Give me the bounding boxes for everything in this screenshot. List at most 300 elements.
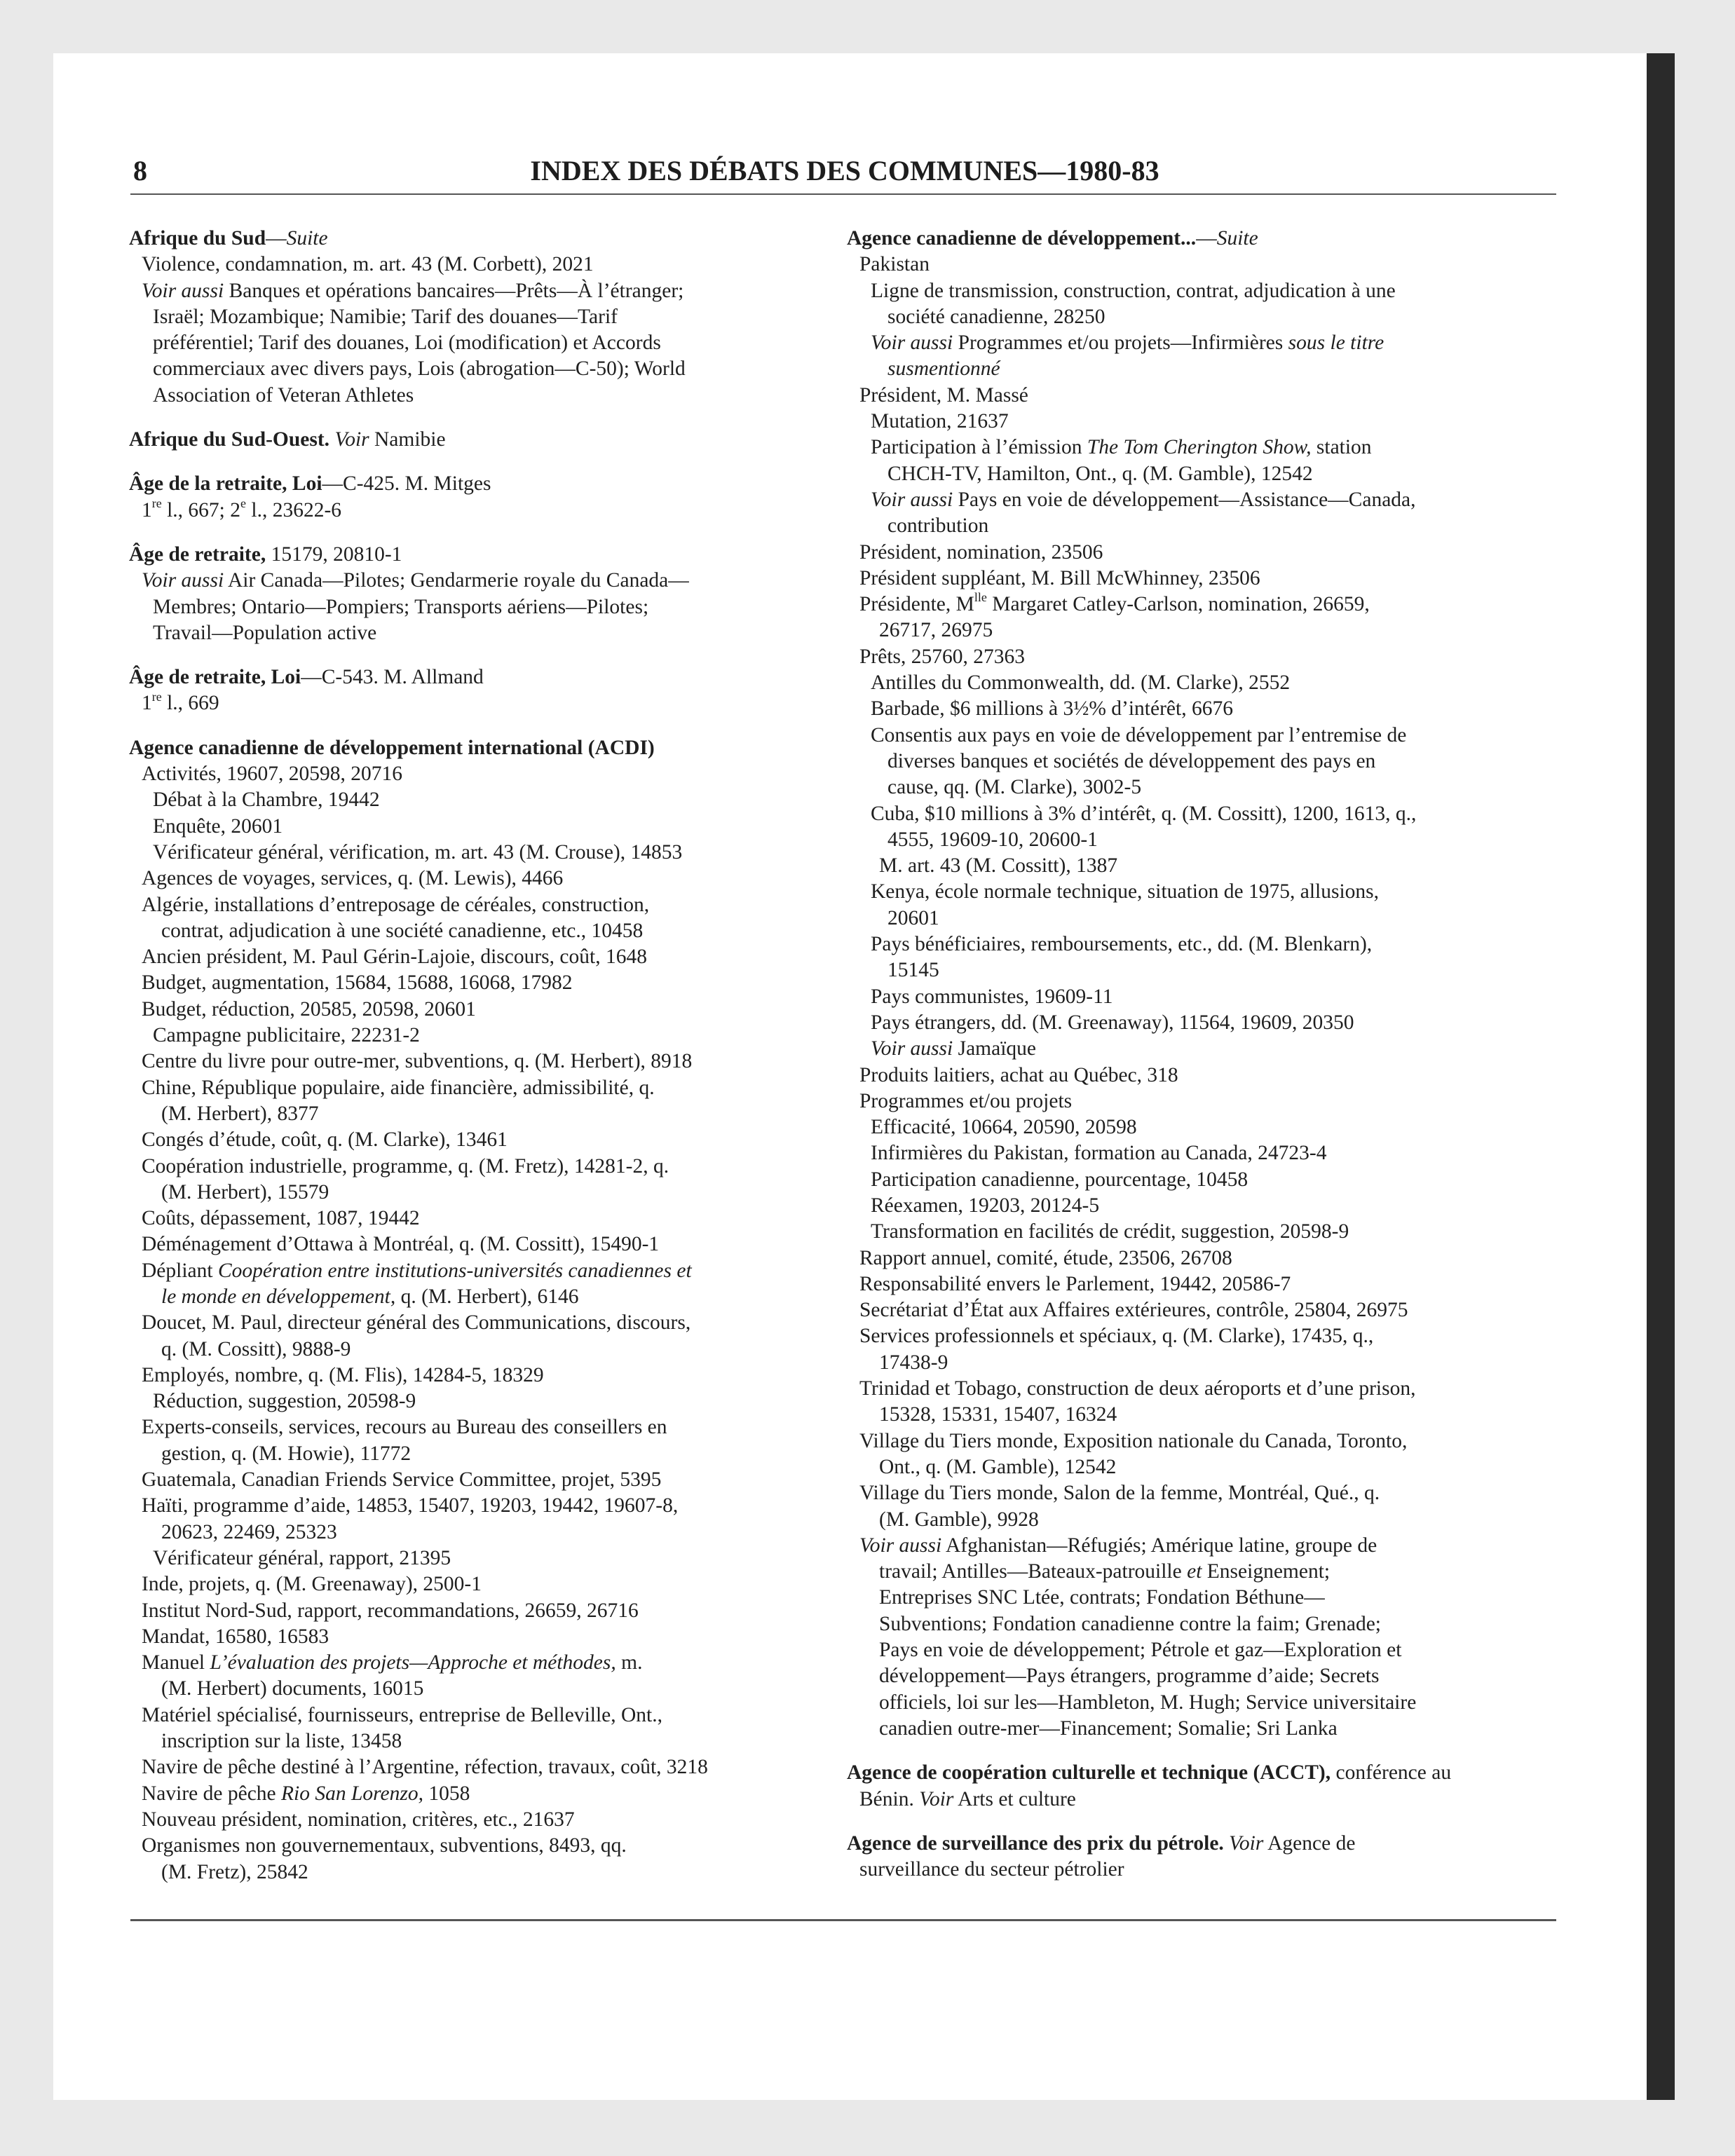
index-text: l., 23622-6 [246,498,342,521]
index-text: Village du Tiers monde, Exposition nationale du Canada, Toronto, [859,1429,1408,1452]
index-subentry-line [847,749,1548,775]
page-title: INDEX DES DÉBATS DES COMMUNES—1980-83 [530,155,1159,186]
index-text: Prêts, 25760, 27363 [859,645,1025,668]
index-text: sous le titre [1288,332,1384,355]
index-text: The Tom Cherington Show, [1087,436,1312,459]
index-subentry-line [847,487,1548,513]
index-text: Voir [1229,1831,1264,1855]
index-subentry-line [129,1546,830,1571]
scan-edge-bar [1647,53,1675,2100]
index-text: Programmes et/ou projets—Infirmières [953,332,1288,355]
index-subentry-line [129,1833,830,1859]
index-text: Budget, réduction, 20585, 20598, 20601 [142,997,476,1021]
index-text: Participation à l’émission [871,436,1087,459]
index-text: Budget, augmentation, 15684, 15688, 16068, 17982 [142,971,573,995]
index-text: Entreprises SNC Ltée, contrats; Fondation Béthune— [879,1586,1325,1609]
index-text: Infirmières du Pakistan, formation au Canada, 24723-4 [871,1142,1327,1165]
index-subentry-line [129,252,830,278]
index-subentry-line [129,1650,830,1676]
index-text: Mandat, 16580, 16583 [142,1625,329,1648]
index-subentry-line [847,618,1548,643]
index-text: Réduction, suggestion, 20598-9 [153,1390,416,1413]
index-text: Présidente, M [859,593,974,616]
index-column-left [129,226,830,1885]
index-subentry-line [847,1428,1548,1454]
index-text: Agence canadienne de développement... [847,227,1197,250]
index-subentry-line [129,1284,830,1310]
index-subentry-line [129,383,830,409]
index-subentry-line [847,1114,1548,1140]
index-subentry-line [129,1728,830,1754]
index-subentry-line [847,540,1548,566]
index-text: Mutation, 21637 [871,410,1009,433]
index-text: 15328, 15331, 15407, 16324 [879,1403,1117,1426]
index-subentry-line [847,775,1548,800]
index-subentry-line [129,1180,830,1206]
index-subentry-line [847,1219,1548,1245]
index-subentry-line [129,278,830,304]
index-text: 17438-9 [879,1351,948,1374]
index-subentry-line [847,1246,1548,1271]
index-text: Efficacité, 10664, 20590, 20598 [871,1116,1137,1139]
index-subentry-line [847,1323,1548,1349]
index-text: Navire de pêche destiné à l’Argentine, réfection, travaux, coût, 3218 [142,1756,708,1779]
index-text: Coopération industrielle, programme, q. (M. Fretz), 14281-2, q. [142,1154,669,1178]
index-subentry-line [129,1023,830,1049]
index-text: Ont., q. (M. Gamble), 12542 [879,1455,1117,1478]
index-entry [129,471,830,524]
index-text: Rapport annuel, comité, étude, 23506, 26708 [859,1246,1232,1269]
index-text: officiels, loi sur les—Hambleton, M. Hugh; Service universitaire [879,1691,1417,1714]
index-text: Centre du livre pour outre-mer, subventions, q. (M. Herbert), 8918 [142,1050,693,1073]
index-subentry-line [847,383,1548,409]
index-text: susmentionné [887,357,1000,381]
index-text: Ancien président, M. Paul Gérin-Lajoie, discours, coût, 1648 [142,946,647,969]
index-subentry-line [129,1127,830,1153]
index-text: q. (M. Cossitt), 9888-9 [161,1337,351,1360]
index-subentry-line [129,1441,830,1467]
index-text: Pays étrangers, dd. (M. Greenaway), 11564, 19609, 20350 [871,1011,1354,1034]
index-text: Président, nomination, 23506 [859,540,1103,564]
index-subentry-line [129,1310,830,1336]
index-text: Déménagement d’Ottawa à Montréal, q. (M. Cossitt), 15490-1 [142,1233,660,1256]
index-subentry-line [847,1690,1548,1716]
index-entry [129,542,830,646]
index-subentry-line [129,1520,830,1546]
index-text: Programmes et/ou projets [859,1089,1073,1112]
index-entry [847,1831,1548,1883]
index-entry [847,226,1548,1742]
index-text: Réexamen, 19203, 20124-5 [871,1194,1100,1217]
index-subentry-line [847,592,1548,618]
index-subentry-line [847,932,1548,957]
index-text: Voir aussi [871,488,953,511]
index-text: 1 [142,498,152,521]
index-subentry-line [847,1297,1548,1323]
index-heading-line [129,427,830,453]
index-text: l., 667; 2 [161,498,241,521]
index-column-right [847,226,1548,1883]
index-subentry-line [129,1337,830,1363]
index-entry [129,226,830,409]
index-subentry-line [129,944,830,970]
index-text: (M. Fretz), 25842 [161,1860,308,1883]
index-text: Débat à la Chambre, 19442 [153,789,380,812]
index-text: Consentis aux pays en voie de développement par l’entremise de [871,723,1407,746]
index-subentry-line [847,1140,1548,1166]
index-text: Haïti, programme d’aide, 14853, 15407, 19203, 19442, 19607-8, [142,1494,679,1517]
index-text: 26717, 26975 [879,619,993,642]
index-subentry-line [129,1598,830,1624]
index-text: Antilles du Commonwealth, dd. (M. Clarke), 2552 [871,671,1291,695]
index-text: Voir aussi [859,1534,942,1557]
index-text: e [240,496,247,510]
index-subentry-line [847,1637,1548,1663]
index-text: Pays communistes, 19609-11 [871,985,1113,1008]
index-text: Activités, 19607, 20598, 20716 [142,763,403,786]
index-subentry-line [847,1376,1548,1402]
index-subentry-line [129,761,830,787]
index-subentry-line [129,1154,830,1180]
index-subentry-line [129,970,830,996]
index-text: Agences de voyages, services, q. (M. Lewis), 4466 [142,867,564,890]
index-text: Subventions; Fondation canadienne contre la faim; Grenade; [879,1612,1381,1635]
index-subentry-line [847,1787,1548,1813]
index-text: Association of Veteran Athletes [153,383,414,407]
index-text: Manuel [142,1651,210,1674]
index-subentry-line [847,1716,1548,1742]
index-subentry-line [129,1258,830,1284]
index-heading-line [129,664,830,690]
index-text: station [1311,436,1372,459]
index-text: Cuba, $10 millions à 3% d’intérêt, q. (M. Cossitt), 1200, 1613, q., [871,802,1417,825]
index-text: Afrique du Sud [129,227,266,250]
index-text: re [151,689,162,704]
index-text: Kenya, école normale technique, situation de 1975, allusions, [871,880,1380,903]
index-subentry-line [847,1507,1548,1533]
index-text: Inde, projets, q. (M. Greenaway), 2500-1 [142,1573,482,1596]
index-subentry-line [129,568,830,594]
index-text: Guatemala, Canadian Friends Service Committee, projet, 5395 [142,1468,662,1492]
index-text: diverses banques et sociétés de développement des pays en [887,749,1376,772]
index-text: Âge de retraite, [129,543,266,566]
index-text: Pays en voie de développement; Pétrole et gaz—Exploration et [879,1639,1402,1662]
index-text: Rio San Lorenzo, [281,1782,423,1805]
index-subentry-line [847,984,1548,1010]
index-subentry-line [129,1493,830,1519]
index-subentry-line [847,1611,1548,1637]
index-subentry-line [129,690,830,716]
index-subentry-line [847,1271,1548,1297]
index-subentry-line [129,1414,830,1440]
index-subentry-line [847,957,1548,983]
index-text: Israël; Mozambique; Namibie; Tarif des douanes—Tarif [153,305,618,328]
index-entry [129,664,830,717]
index-text: 1058 [423,1782,470,1805]
index-text: Algérie, installations d’entreposage de céréales, construction, [142,893,650,916]
index-text: Participation canadienne, pourcentage, 10458 [871,1168,1248,1191]
index-subentry-line [847,1533,1548,1559]
index-text: Air Canada—Pilotes; Gendarmerie royale du Canada— [224,569,689,592]
index-text: Vérificateur général, rapport, 21395 [153,1546,451,1569]
page-number: 8 [133,155,147,186]
index-subentry-line [129,1571,830,1597]
index-text: q. (M. Herbert), 6146 [395,1285,579,1308]
index-text: préférentiel; Tarif des douanes, Loi (modification) et Accords [153,332,661,355]
index-text: Transformation en facilités de crédit, suggestion, 20598-9 [871,1220,1349,1243]
index-subentry-line [129,918,830,944]
index-subentry-line [129,1781,830,1807]
index-text: Village du Tiers monde, Salon de la femme, Montréal, Qué., q. [859,1482,1380,1505]
index-subentry-line [847,330,1548,356]
index-heading-line [847,1831,1548,1857]
index-subentry-line [129,304,830,330]
index-text: 20623, 22469, 25323 [161,1520,337,1543]
index-text: canadien outre-mer—Financement; Somalie; Sri Lanka [879,1717,1338,1740]
index-subentry-line [847,1063,1548,1089]
index-text: Âge de la retraite, Loi [129,472,322,496]
index-subentry-line [847,1350,1548,1376]
index-subentry-line [129,1860,830,1885]
index-text: CHCH-TV, Hamilton, Ont., q. (M. Gamble), 12542 [887,462,1313,485]
index-text: Banques et opérations bancaires—Prêts—À l’étranger; [224,279,684,302]
index-subentry-line [129,892,830,918]
index-subentry-line [129,330,830,356]
index-text: Agence de surveillance des prix du pétrole. [847,1831,1224,1855]
index-heading-line [129,735,830,761]
page-header [133,154,1556,186]
index-subentry-line [129,1754,830,1780]
index-subentry-line [847,356,1548,382]
index-text: Voir aussi [871,332,953,355]
index-text: 15179, 20810-1 [266,543,402,566]
index-heading-line [847,226,1548,252]
index-subentry-line [129,1049,830,1074]
index-subentry-line [847,644,1548,670]
index-text: Voir [919,1787,954,1810]
index-text: Nouveau président, nomination, critères, etc., 21637 [142,1808,575,1831]
index-text: Coopération entre institutions-universités canadiennes et [217,1259,692,1282]
index-subentry-line [847,1193,1548,1219]
index-subentry-line [129,1206,830,1231]
index-text: conférence au [1331,1761,1452,1785]
index-text: Arts et culture [953,1787,1076,1810]
index-heading-line [129,471,830,497]
index-subentry-line [847,252,1548,278]
index-subentry-line [129,498,830,524]
index-text: re [151,496,162,510]
index-subentry-line [847,1010,1548,1036]
index-text: contrat, adjudication à une société canadienne, etc., 10458 [161,919,644,942]
index-text: Margaret Catley-Carlson, nomination, 26659, [986,593,1370,616]
index-text: Suite [286,227,328,250]
index-subentry-line [129,997,830,1023]
index-heading-line [129,542,830,568]
index-subentry-line [847,1036,1548,1062]
index-text: 4555, 19609-10, 20600-1 [887,828,1098,851]
index-text: Navire de pêche [142,1782,282,1805]
index-text: l., 669 [161,692,219,715]
index-subentry-line [129,1389,830,1414]
index-text: Bénin. [859,1787,920,1810]
index-text: — [1196,227,1217,250]
index-text: le monde en développement, [161,1285,396,1308]
index-subentry-line [847,278,1548,304]
index-text: Institut Nord-Sud, rapport, recommandations, 26659, 26716 [142,1599,639,1622]
index-heading-line [129,226,830,252]
index-text: Services professionnels et spéciaux, q. (M. Clarke), 17435, q., [859,1325,1374,1348]
index-text: Pays en voie de développement—Assistance—Canada, [953,488,1416,511]
index-subentry-line [129,1231,830,1257]
index-text: Coûts, dépassement, 1087, 19442 [142,1207,420,1230]
index-subentry-line [129,1363,830,1389]
index-text: Travail—Population active [153,621,377,644]
index-subentry-line [847,1167,1548,1193]
index-subentry-line [847,853,1548,879]
index-text: (M. Gamble), 9928 [879,1508,1039,1531]
index-text: Organismes non gouvernementaux, subventions, 8493, qq. [142,1834,627,1857]
index-text: Chine, République populaire, aide financière, admissibilité, q. [142,1076,655,1099]
index-subentry-line [129,1703,830,1728]
index-text: Enseignement; [1202,1560,1331,1583]
index-text: Voir [334,428,369,451]
index-subentry-line [129,866,830,892]
index-text: (M. Herbert) documents, 16015 [161,1677,424,1700]
index-subentry-line [847,409,1548,435]
index-subentry-line [129,356,830,382]
index-text: Agence de coopération culturelle et technique (ACCT), [847,1761,1331,1785]
index-text: —C-543. M. Allmand [301,666,484,689]
footer-rule [130,1919,1556,1921]
index-subentry-line [847,435,1548,460]
index-subentry-line [847,696,1548,722]
index-text: (M. Herbert), 15579 [161,1180,329,1203]
index-text: m. [615,1651,643,1674]
index-text: Responsabilité envers le Parlement, 19442, 20586-7 [859,1272,1291,1295]
index-text: Agence canadienne de développement international (ACDI) [129,736,655,759]
index-text: (M. Herbert), 8377 [161,1102,319,1125]
index-subentry-line [847,461,1548,487]
index-text: Afghanistan—Réfugiés; Amérique latine, groupe de [941,1534,1377,1557]
index-text: Enquête, 20601 [153,814,283,838]
index-subentry-line [847,1480,1548,1506]
index-text: Congés d’étude, coût, q. (M. Clarke), 13461 [142,1128,508,1152]
index-text: 15145 [887,959,939,982]
index-subentry-line [847,827,1548,853]
index-text: Jamaïque [953,1037,1036,1060]
index-text: 20601 [887,906,939,929]
index-subentry-line [129,620,830,646]
index-text: Doucet, M. Paul, directeur général des Communications, discours, [142,1311,691,1335]
index-subentry-line [129,1624,830,1650]
index-text: Voir aussi [142,569,224,592]
index-subentry-line [847,723,1548,749]
index-text: Campagne publicitaire, 22231-2 [153,1024,420,1047]
index-text: Employés, nombre, q. (M. Flis), 14284-5, 18329 [142,1363,544,1386]
index-entry [847,1760,1548,1813]
index-subentry-line [847,1857,1548,1883]
index-subentry-line [129,1807,830,1833]
index-text: Dépliant [142,1259,218,1282]
index-text: et [1187,1560,1202,1583]
index-text: cause, qq. (M. Clarke), 3002-5 [887,776,1142,799]
index-text: inscription sur la liste, 13458 [161,1730,402,1753]
index-text: M. art. 43 (M. Cossitt), 1387 [879,854,1118,878]
index-text: Matériel spécialisé, fournisseurs, entreprise de Belleville, Ont., [142,1703,663,1726]
index-text: Ligne de transmission, construction, contrat, adjudication à une [871,279,1396,302]
index-text: Pays bénéficiaires, remboursements, etc., dd. (M. Blenkarn), [871,933,1373,956]
index-text: Experts-conseils, services, recours au Bureau des conseillers en [142,1416,667,1439]
index-text: travail; Antilles—Bateaux-patrouille [879,1560,1188,1583]
index-subentry-line [129,1101,830,1127]
header-rule [130,193,1556,195]
index-text: Vérificateur général, vérification, m. art. 43 (M. Crouse), 14853 [153,840,683,864]
index-text: Agence de [1263,1831,1356,1855]
index-heading-line [847,1760,1548,1786]
index-subentry-line [129,787,830,813]
index-text: — [266,227,287,250]
index-text: Secrétariat d’État aux Affaires extérieures, contrôle, 25804, 26975 [859,1299,1408,1322]
index-subentry-line [847,304,1548,330]
index-entry [129,427,830,453]
index-text: développement—Pays étrangers, programme d’aide; Secrets [879,1665,1380,1688]
index-text: Âge de retraite, Loi [129,666,301,689]
index-subentry-line [847,1585,1548,1611]
index-subentry-line [847,513,1548,539]
index-text: L’évaluation des projets—Approche et méthodes, [210,1651,616,1674]
index-text: Suite [1216,227,1258,250]
index-text: —C-425. M. Mitges [322,472,491,496]
index-entry [129,735,830,1885]
index-text: Voir aussi [142,279,224,302]
index-text: Voir aussi [871,1037,953,1060]
index-text: Pakistan [859,253,930,276]
index-subentry-line [847,1454,1548,1480]
index-text: gestion, q. (M. Howie), 11772 [161,1442,411,1465]
index-subentry-line [129,1676,830,1702]
index-text: Trinidad et Tobago, construction de deux aéroports et d’une prison, [859,1377,1416,1400]
index-text: société canadienne, 28250 [887,305,1105,328]
index-subentry-line [129,1075,830,1101]
index-subentry-line [847,566,1548,592]
index-subentry-line [847,1663,1548,1689]
index-text: Barbade, $6 millions à 3½% d’intérêt, 6676 [871,697,1233,721]
index-text: Violence, condamnation, m. art. 43 (M. Corbett), 2021 [142,253,594,276]
index-subentry-line [847,1559,1548,1585]
index-subentry-line [847,1089,1548,1114]
index-subentry-line [847,906,1548,932]
index-text: Namibie [369,428,446,451]
index-subentry-line [847,670,1548,696]
index-text: Afrique du Sud-Ouest. [129,428,330,451]
index-text: Produits laitiers, achat au Québec, 318 [859,1063,1178,1086]
index-text: Président suppléant, M. Bill McWhinney, 23506 [859,566,1260,589]
index-subentry-line [847,1402,1548,1428]
index-subentry-line [847,801,1548,827]
index-subentry-line [129,1467,830,1493]
index-text: surveillance du secteur pétrolier [859,1858,1124,1881]
index-subentry-line [129,840,830,866]
index-text: 1 [142,692,152,715]
index-text: Membres; Ontario—Pompiers; Transports aériens—Pilotes; [153,595,649,618]
index-subentry-line [129,814,830,840]
index-text: Président, M. Massé [859,383,1028,407]
index-subentry-line [129,594,830,620]
index-subentry-line [847,879,1548,905]
index-text: lle [974,590,987,605]
index-text: contribution [887,514,989,538]
index-text: commerciaux avec divers pays, Lois (abrogation—C-50); World [153,357,686,381]
